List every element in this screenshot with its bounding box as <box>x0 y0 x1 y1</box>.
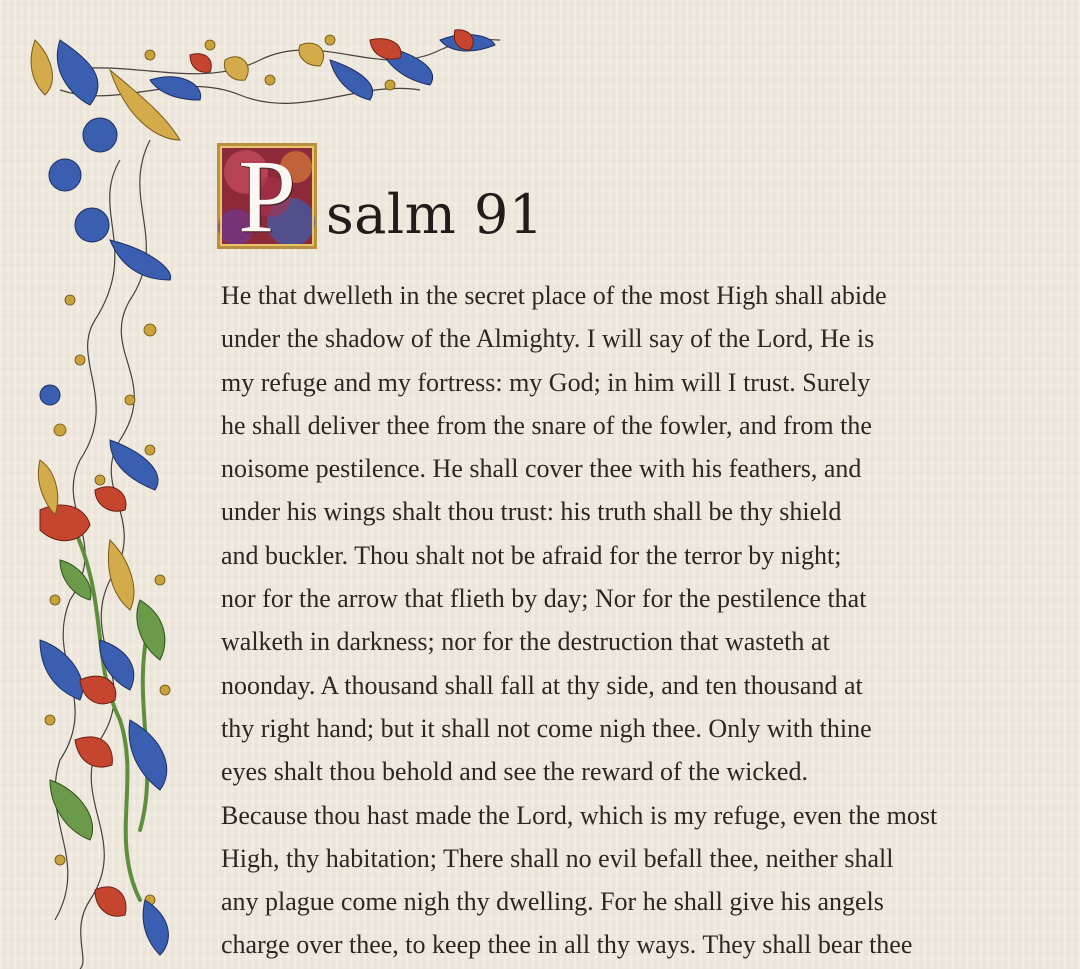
verse-line: he shall deliver thee from the snare of the fowler, and from the <box>221 410 872 440</box>
illuminated-initial <box>216 139 318 254</box>
verse-line: thy right hand; but it shall not come nigh thee. Only with thine <box>221 713 872 743</box>
verse-line: my refuge and my fortress: my God; in him will I trust. Surely <box>221 367 871 397</box>
verse-line: Because thou hast made the Lord, which is my refuge, even the most <box>221 800 938 830</box>
verse-line: any plague come nigh thy dwelling. For he shall give his angels <box>221 887 884 917</box>
verse-line: noisome pestilence. He shall cover thee with his feathers, and <box>221 454 862 484</box>
verse-line: walketh in darkness; nor for the destruction that wasteth at <box>221 627 830 657</box>
verse-line: eyes shalt thou behold and see the reward of the wicked. <box>221 757 808 787</box>
verse-line: charge over thee, to keep thee in all thy ways. They shall bear thee <box>221 930 913 960</box>
verse-line: under the shadow of the Almighty. I will say of the Lord, He is <box>221 324 875 354</box>
verse-line: under his wings shalt thou trust: his truth shall be thy shield <box>221 497 842 527</box>
verse-line: He that dwelleth in the secret place of the most High shall abide <box>221 281 887 310</box>
verse-line: and buckler. Thou shalt not be afraid for the terror by night; <box>221 540 842 570</box>
psalm-title <box>216 136 544 254</box>
psalm-verse-text <box>221 274 1066 967</box>
verse-line: noonday. A thousand shall fall at thy side, and ten thousand at <box>221 670 863 700</box>
verse-line: nor for the arrow that flieth by day; Nor for the pestilence that <box>221 584 867 614</box>
title-text: salm 91 <box>326 183 544 246</box>
initial-letter: P <box>238 139 296 254</box>
verse-line: High, thy habitation; There shall no evil befall thee, neither shall <box>221 843 894 873</box>
